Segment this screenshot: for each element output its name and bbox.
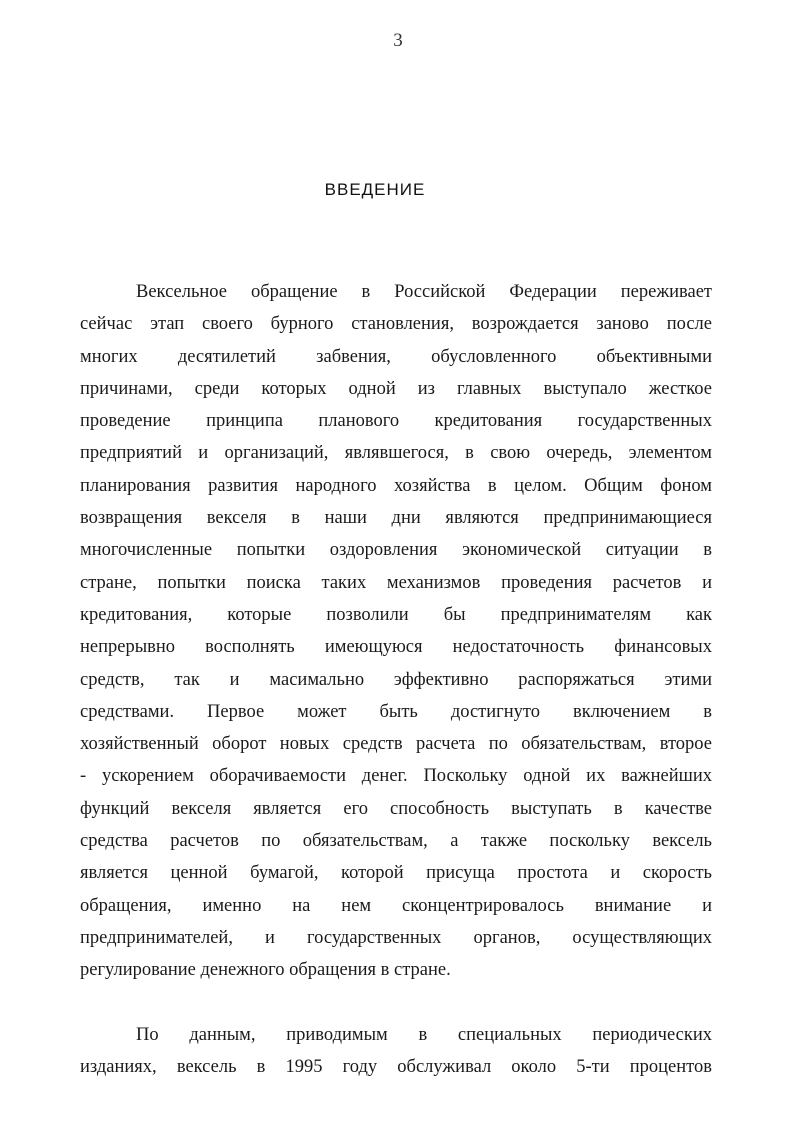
text-line: средствами. Первое может быть достигнуто включением в (80, 701, 712, 722)
paragraph-2 (80, 1019, 712, 1084)
text-line: многочисленные попытки оздоровления экономической ситуации в (80, 540, 712, 561)
section-heading: ВВЕДЕНИЕ (324, 180, 426, 199)
text-line: является ценной бумагой, которой присуща простота и скорость (80, 863, 712, 884)
text-line: функций векселя является его способность выступать в качестве (80, 798, 712, 819)
text-line: непрерывно восполнять имеющуюся недостаточность финансовых (80, 637, 712, 658)
text-line: проведение принципа планового кредитования государственных (80, 411, 712, 432)
text-line: изданиях, вексель в 1995 году обслуживал около 5-ти процентов (80, 1057, 712, 1078)
text-line: Вексельное обращение в Российской Федерации переживает (136, 282, 712, 302)
text-line: многих десятилетий забвения, обусловленного объективными (80, 346, 712, 367)
paragraph-1 (80, 276, 712, 987)
text-line: обращения, именно на нем сконцентрировалось внимание и (80, 895, 712, 916)
text-line: сейчас этап своего бурного становления, возрождается заново после (80, 314, 712, 335)
page-number: 3 (393, 30, 403, 51)
text-line: причинами, среди которых одной из главных выступало жесткое (80, 378, 712, 399)
text-line: По данным, приводимым в специальных периодических (136, 1025, 712, 1045)
text-line: стране, попытки поиска таких механизмов проведения расчетов и (80, 572, 712, 593)
text-line: кредитования, которые позволили бы предпринимателям как (80, 604, 712, 625)
text-line: предпринимателей, и государственных органов, осуществляющих (80, 927, 712, 948)
text-line: хозяйственный оборот новых средств расчета по обязательствам, второе (80, 734, 712, 755)
text-line: средств, так и масимально эффективно распоряжаться этими (80, 669, 712, 690)
text-line: регулирование денежного обращения в стране. (80, 960, 451, 981)
text-line: возвращения векселя в наши дни являются предпринимающиеся (80, 508, 712, 529)
text-line: - ускорением оборачиваемости денег. Поскольку одной их важнейших (80, 766, 712, 787)
text-line: предприятий и организаций, являвшегося, в свою очередь, элементом (80, 443, 712, 464)
text-line: средства расчетов по обязательствам, а также поскольку вексель (80, 831, 712, 852)
text-line: планирования развития народного хозяйства в целом. Общим фоном (80, 475, 712, 496)
